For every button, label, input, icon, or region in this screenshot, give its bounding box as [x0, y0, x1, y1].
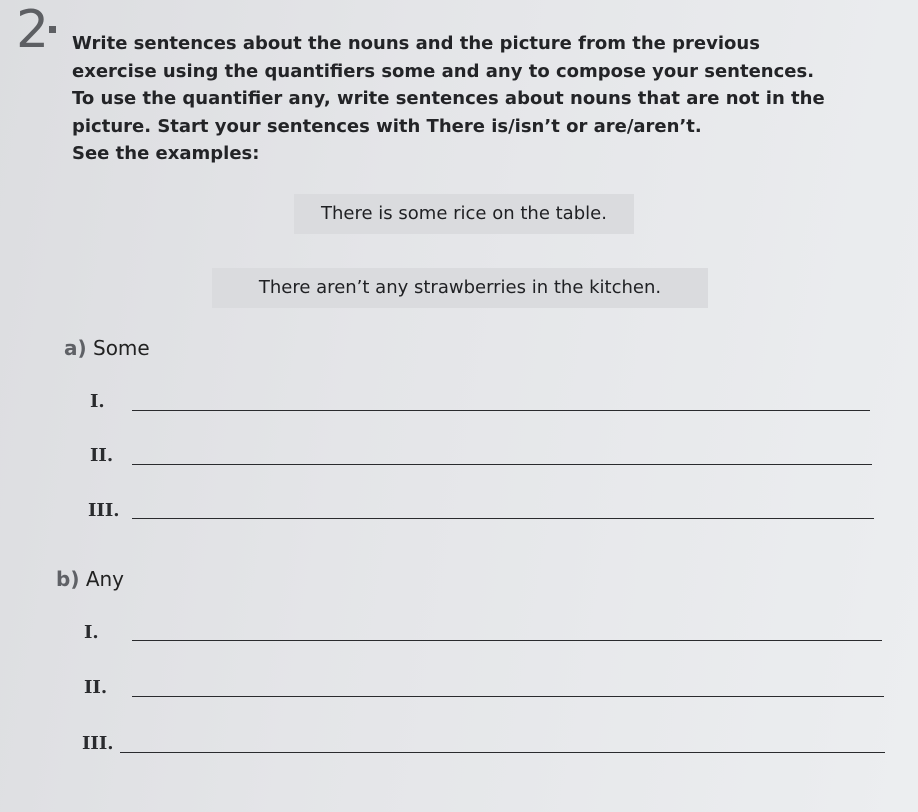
- item-number: III.: [88, 500, 120, 521]
- instruction-line: To use the quantifier any, write sentences about nouns that are not in the: [72, 88, 825, 109]
- section-label: Any: [85, 567, 125, 591]
- item-number: III.: [82, 733, 114, 754]
- answer-line[interactable]: [132, 640, 882, 641]
- answer-line[interactable]: [132, 464, 872, 465]
- example-sentence: There is some rice on the table.: [294, 194, 634, 234]
- answer-line[interactable]: [132, 518, 874, 519]
- item-number: II.: [90, 445, 114, 466]
- answer-line[interactable]: [132, 410, 870, 411]
- instruction-line: Write sentences about the nouns and the picture from the previous: [72, 33, 760, 54]
- section-label: Some: [93, 336, 150, 360]
- answer-line[interactable]: [132, 696, 884, 697]
- instruction-line: exercise using the quantifiers some and any to compose your sentences.: [72, 60, 815, 82]
- instructions: [72, 30, 852, 168]
- instruction-line: See the examples:: [72, 143, 260, 164]
- exercise-number: 2: [16, 0, 49, 60]
- item-number: I.: [90, 391, 105, 412]
- item-number: I.: [84, 622, 99, 643]
- section-any-header: [56, 567, 124, 591]
- item-number: II.: [84, 677, 108, 698]
- instruction-line: picture. Start your sentences with There is/isn’t or are/aren’t.: [72, 115, 702, 137]
- exercise-bullet: [49, 26, 56, 33]
- answer-line[interactable]: [120, 752, 885, 753]
- example-sentence: There aren’t any strawberries in the kitchen.: [212, 268, 708, 308]
- section-letter: a): [64, 336, 87, 360]
- section-some-header: [64, 336, 150, 360]
- section-letter: b): [56, 567, 80, 591]
